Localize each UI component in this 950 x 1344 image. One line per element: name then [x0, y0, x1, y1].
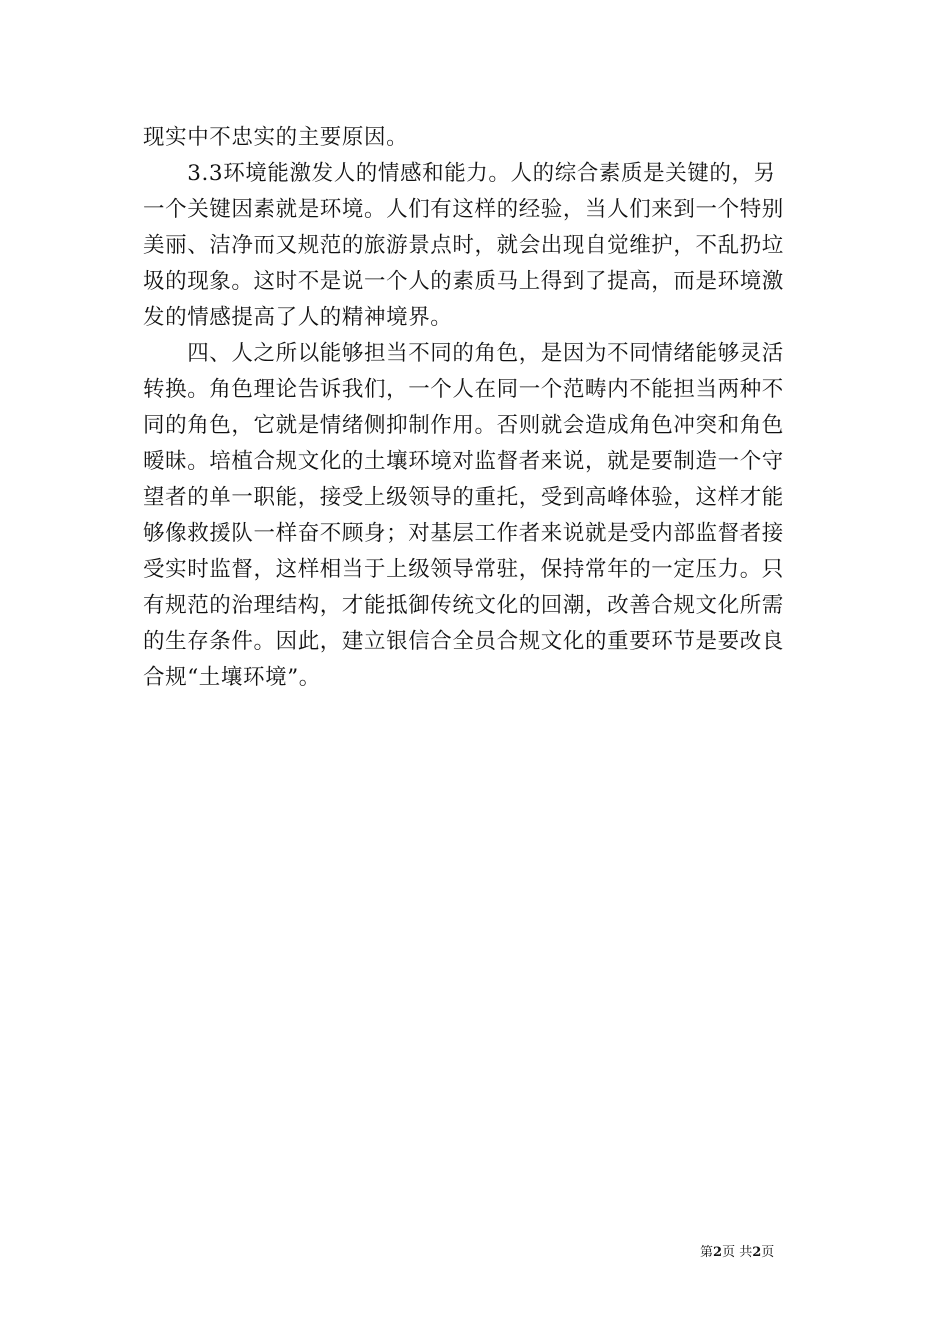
text-line: 现实中不忠实的主要原因。 — [143, 125, 409, 150]
current-page-number: 2 — [713, 1245, 723, 1260]
text-line: 的生存条件。因此，建立银信合全员合规文化的重要环节是要改良 — [143, 629, 784, 654]
text-line: 够像救援队一样奋不顾身；对基层工作者来说就是受内部监督者接 — [143, 521, 784, 546]
text-line: 合规“土壤环境”。 — [143, 665, 321, 690]
body-text — [143, 120, 815, 696]
page-footer — [700, 1244, 820, 1262]
text-line: 暧昧。培植合规文化的土壤环境对监督者来说，就是要制造一个守 — [143, 449, 784, 474]
text-line: 转换。角色理论告诉我们，一个人在同一个范畴内不能担当两种不 — [143, 377, 784, 402]
text-line: 美丽、洁净而又规范的旅游景点时，就会出现自觉维护，不乱扔垃 — [143, 233, 784, 258]
text-line: 受实时监督，这样相当于上级领导常驻，保持常年的一定压力。只 — [143, 557, 784, 582]
text-line: 发的情感提高了人的精神境界。 — [143, 305, 453, 330]
text-line: 望者的单一职能，接受上级领导的重托，受到高峰体验，这样才能 — [143, 485, 784, 510]
text-line: 一个关键因素就是环境。人们有这样的经验，当人们来到一个特别 — [143, 197, 784, 222]
total-pages-number: 2 — [752, 1245, 762, 1260]
text-line: 四、人之所以能够担当不同的角色，是因为不同情绪能够灵活 — [143, 341, 784, 366]
text-line: 有规范的治理结构，才能抵御传统文化的回潮，改善合规文化所需 — [143, 593, 784, 618]
footer-suffix: 页 — [761, 1245, 775, 1260]
text-line: 圾的现象。这时不是说一个人的素质马上得到了提高，而是环境激 — [143, 269, 784, 294]
text-line: 3.3环境能激发人的情感和能力。人的综合素质是关键的，另 — [143, 161, 776, 186]
footer-prefix: 第 — [700, 1245, 714, 1260]
text-line: 同的角色，它就是情绪侧抑制作用。否则就会造成角色冲突和角色 — [143, 413, 784, 438]
footer-middle: 页 共 — [722, 1245, 753, 1260]
